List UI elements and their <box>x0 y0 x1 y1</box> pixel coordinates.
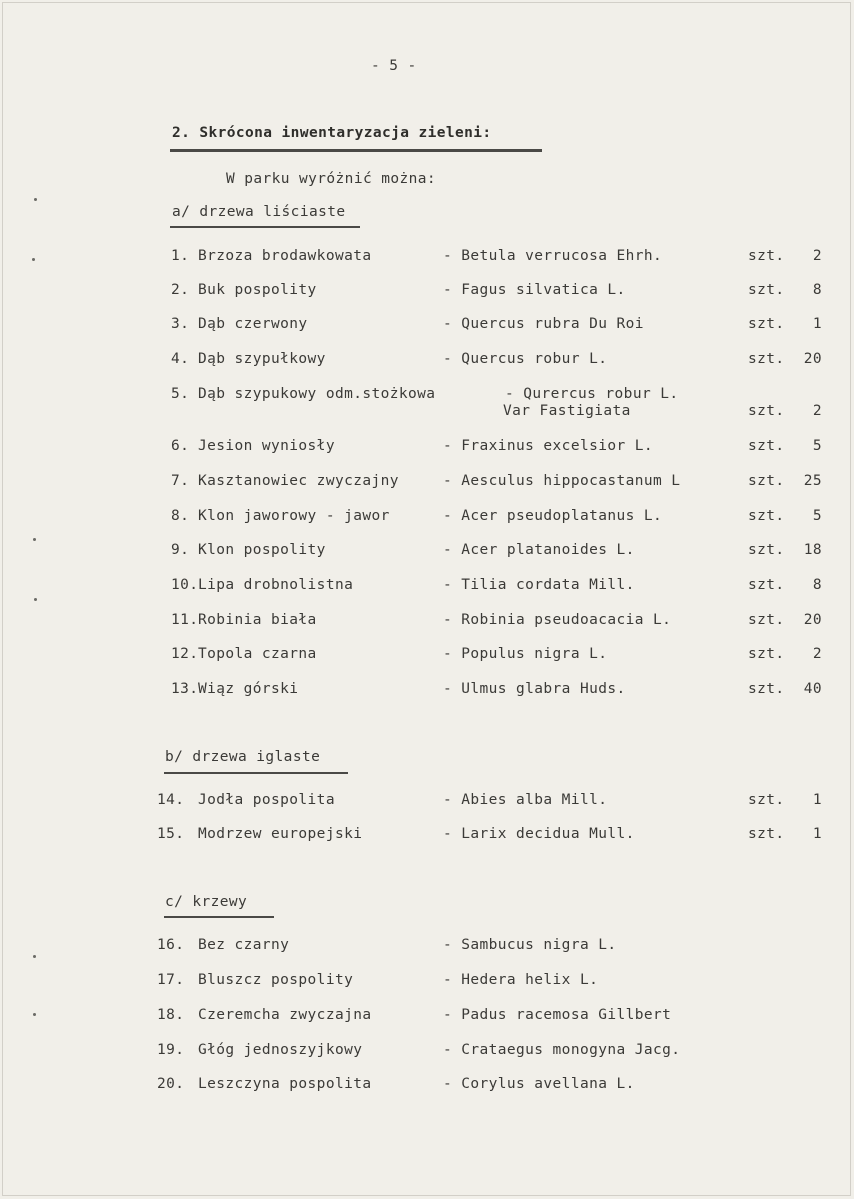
unit-label: szt. <box>748 316 785 332</box>
latin-name: - Qurercus robur L. <box>505 386 679 402</box>
row-number: 15. <box>157 826 185 842</box>
punch-mark <box>33 538 36 541</box>
polish-name: Topola czarna <box>198 646 317 662</box>
polish-name: Brzoza brodawkowata <box>198 248 372 264</box>
row-number: 20. <box>157 1076 185 1092</box>
count-value: 5 <box>812 438 822 454</box>
latin-name: - Larix decidua Mull. <box>443 826 635 842</box>
count-value: 1 <box>812 826 822 842</box>
count-value: 20 <box>803 612 822 628</box>
page-number: - 5 - <box>371 58 417 74</box>
row-number: 17. <box>157 972 185 988</box>
count-value: 40 <box>803 681 822 697</box>
latin-name: - Padus racemosa Gillbert <box>443 1007 672 1023</box>
row-number: 16. <box>157 937 185 953</box>
latin-name: - Fraxinus excelsior L. <box>443 438 653 454</box>
punch-mark <box>33 1013 36 1016</box>
polish-name: Wiąz górski <box>198 681 299 697</box>
row-number: 18. <box>157 1007 185 1023</box>
count-value: 20 <box>803 351 822 367</box>
unit-label: szt. <box>748 826 785 842</box>
unit-label: szt. <box>748 282 785 298</box>
unit-label: szt. <box>748 508 785 524</box>
punch-mark <box>34 598 37 601</box>
latin-name: - Corylus avellana L. <box>443 1076 635 1092</box>
group-heading-deciduous: a/ drzewa liściaste <box>172 204 346 220</box>
polish-name: Głóg jednoszyjkowy <box>198 1042 363 1058</box>
count-value: 2 <box>812 403 822 419</box>
group-heading-conifers: b/ drzewa iglaste <box>165 749 321 765</box>
polish-name: Kasztanowiec zwyczajny <box>198 473 399 489</box>
row-number: 6. <box>171 438 190 454</box>
row-number: 8. <box>171 508 190 524</box>
row-number: 9. <box>171 542 190 558</box>
intro-text: W parku wyróżnić można: <box>226 171 436 187</box>
latin-variety: Var Fastigiata <box>503 403 631 419</box>
polish-name: Jesion wyniosły <box>198 438 335 454</box>
polish-name: Bez czarny <box>198 937 290 953</box>
polish-name: Dąb czerwony <box>198 316 308 332</box>
polish-name: Dąb szypułkowy <box>198 351 326 367</box>
row-number: 12. <box>171 646 199 662</box>
latin-name: - Populus nigra L. <box>443 646 608 662</box>
punch-mark <box>33 955 36 958</box>
row-number: 11. <box>171 612 199 628</box>
unit-label: szt. <box>748 792 785 808</box>
unit-label: szt. <box>748 438 785 454</box>
count-value: 1 <box>812 316 822 332</box>
polish-name: Leszczyna pospolita <box>198 1076 372 1092</box>
group-heading-shrubs: c/ krzewy <box>165 894 248 910</box>
group-heading-underline <box>170 226 360 228</box>
unit-label: szt. <box>748 403 785 419</box>
row-number: 5. <box>171 386 190 402</box>
latin-name: - Quercus rubra Du Roi <box>443 316 644 332</box>
polish-name: Robinia biała <box>198 612 317 628</box>
polish-name: Dąb szypukowy odm.stożkowa <box>198 386 436 402</box>
unit-label: szt. <box>748 473 785 489</box>
count-value: 5 <box>812 508 822 524</box>
polish-name: Bluszcz pospolity <box>198 972 354 988</box>
latin-name: - Ulmus glabra Huds. <box>443 681 626 697</box>
polish-name: Jodła pospolita <box>198 792 335 808</box>
row-number: 10. <box>171 577 199 593</box>
punch-mark <box>34 198 37 201</box>
latin-name: - Quercus robur L. <box>443 351 608 367</box>
unit-label: szt. <box>748 646 785 662</box>
unit-label: szt. <box>748 351 785 367</box>
latin-name: - Sambucus nigra L. <box>443 937 617 953</box>
row-number: 4. <box>171 351 190 367</box>
latin-name: - Abies alba Mill. <box>443 792 608 808</box>
latin-name: - Acer pseudoplatanus L. <box>443 508 663 524</box>
polish-name: Czeremcha zwyczajna <box>198 1007 372 1023</box>
polish-name: Klon pospolity <box>198 542 326 558</box>
row-number: 2. <box>171 282 190 298</box>
group-heading-underline <box>164 772 348 774</box>
count-value: 8 <box>812 282 822 298</box>
unit-label: szt. <box>748 612 785 628</box>
row-number: 13. <box>171 681 199 697</box>
section-title: 2. Skrócona inwentaryzacja zieleni: <box>172 125 492 141</box>
unit-label: szt. <box>748 542 785 558</box>
group-heading-underline <box>164 916 274 918</box>
section-title-underline <box>170 149 542 152</box>
polish-name: Modrzew europejski <box>198 826 363 842</box>
count-value: 8 <box>812 577 822 593</box>
latin-name: - Robinia pseudoacacia L. <box>443 612 672 628</box>
unit-label: szt. <box>748 577 785 593</box>
count-value: 18 <box>803 542 822 558</box>
count-value: 25 <box>803 473 822 489</box>
latin-name: - Betula verrucosa Ehrh. <box>443 248 663 264</box>
polish-name: Buk pospolity <box>198 282 317 298</box>
latin-name: - Aesculus hippocastanum L <box>443 473 681 489</box>
row-number: 3. <box>171 316 190 332</box>
latin-name: - Acer platanoides L. <box>443 542 635 558</box>
row-number: 14. <box>157 792 185 808</box>
row-number: 7. <box>171 473 190 489</box>
count-value: 2 <box>812 248 822 264</box>
unit-label: szt. <box>748 248 785 264</box>
row-number: 19. <box>157 1042 185 1058</box>
latin-name: - Crataegus monogyna Jacg. <box>443 1042 681 1058</box>
unit-label: szt. <box>748 681 785 697</box>
latin-name: - Fagus silvatica L. <box>443 282 626 298</box>
polish-name: Klon jaworowy - jawor <box>198 508 390 524</box>
count-value: 2 <box>812 646 822 662</box>
row-number: 1. <box>171 248 190 264</box>
latin-name: - Tilia cordata Mill. <box>443 577 635 593</box>
punch-mark <box>32 258 35 261</box>
polish-name: Lipa drobnolistna <box>198 577 354 593</box>
latin-name: - Hedera helix L. <box>443 972 599 988</box>
count-value: 1 <box>812 792 822 808</box>
